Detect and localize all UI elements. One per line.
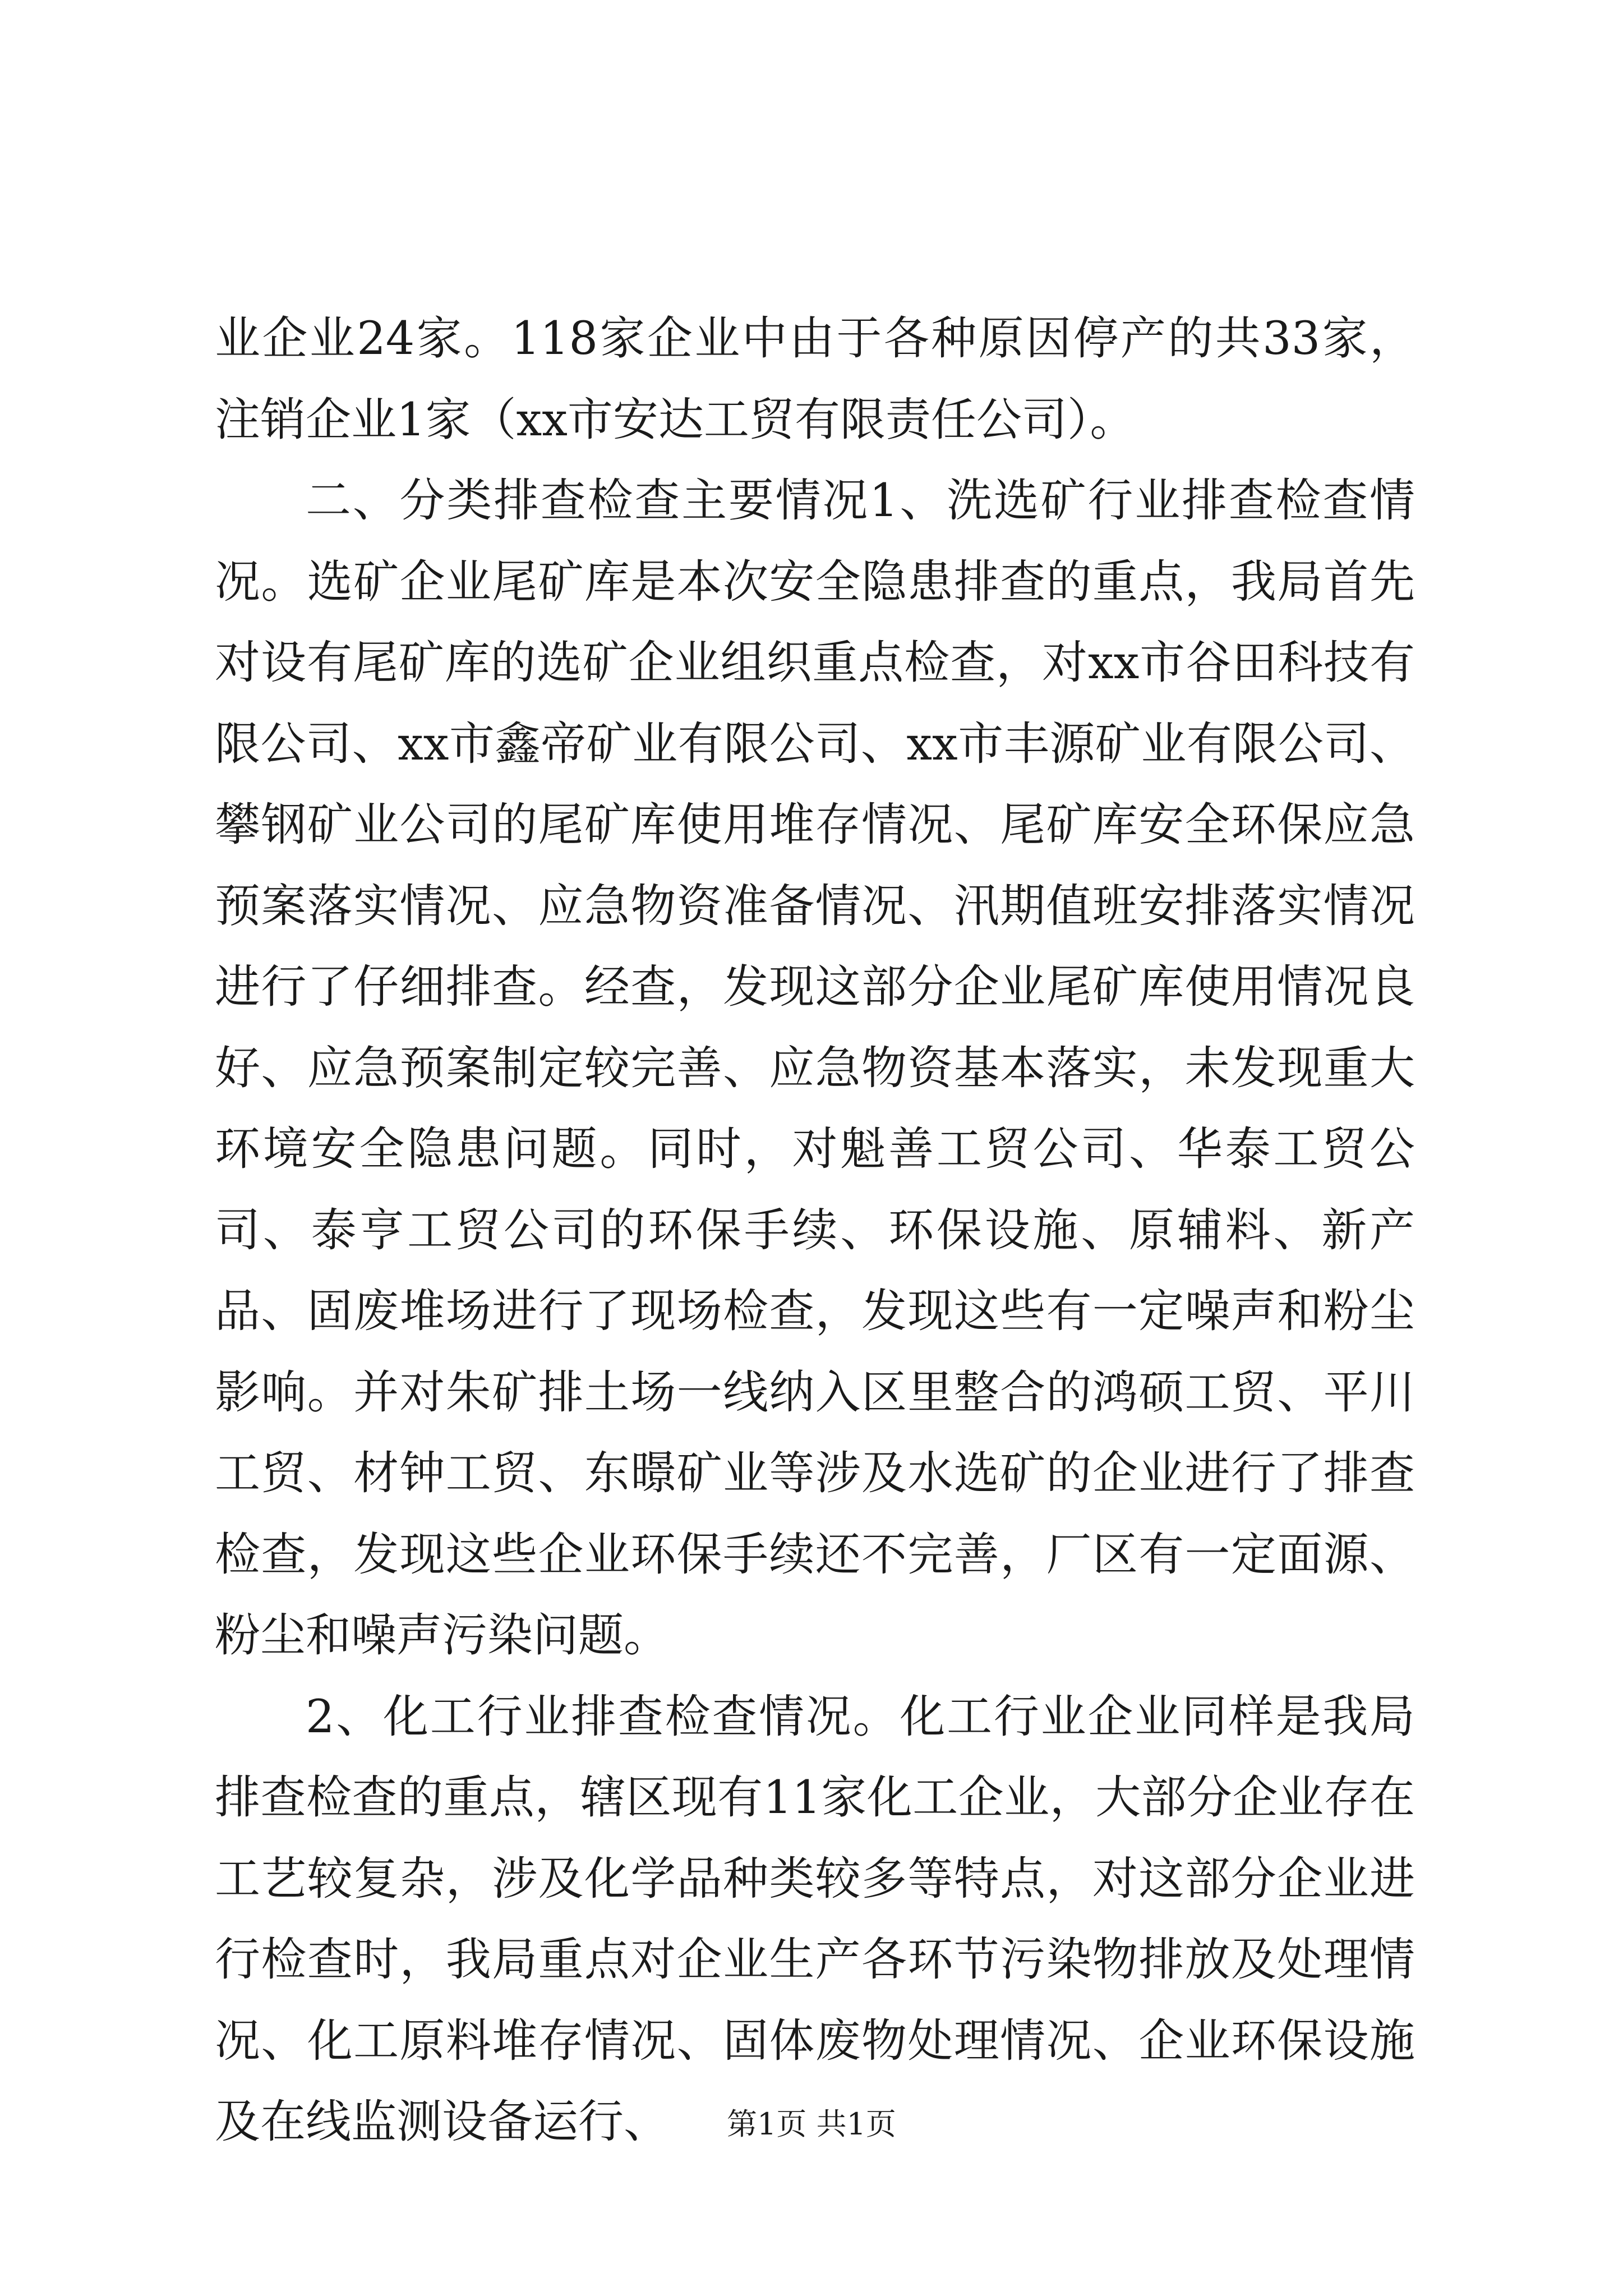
page-footer: 第1页 共1页 — [727, 2106, 896, 2142]
paragraph-chemical-industry: 2、化工行业排查检查情况。化工行业企业同样是我局排查检查的重点，辖区现有11家化工企业，大部分企业存在工艺较复杂，涉及化学品种类较多等特点，对这部分企业进行检查时，我局重点对企业生产各环节污染物排放及处理情况、化工原料堆存情况、固体废物处理情况、企业环保设施及在线监测设备运行、 — [215, 1690, 1415, 2148]
paragraph-section-two: 二、分类排查检查主要情况1、洗选矿行业排查检查情况。选矿企业尾矿库是本次安全隐患排查的重点，我局首先对设有尾矿库的选矿企业组织重点检查，对xx市谷田科技有限公司、xx市鑫帝矿业有限公司、xx市丰源矿业有限公司、攀钢矿业公司的尾矿库使用堆存情况、尾矿库安全环保应急预案落实情况、应急物资准备情况、汛期值班安排落实情况进行了仔细排查。经查，发现这部分企业尾矿库使用情况良好、应急预案制定较完善、应急物资基本落实，未发现重大环境安全隐患问题。同时，对魁善工贸公司、华泰工贸公司、泰亨工贸公司的环保手续、环保设施、原辅料、新产品、固废堆场进行了现场检查，发现这些有一定噪声和粉尘影响。并对朱矿排土场一线纳入区里整合的鸿硕工贸、平川工贸、材钟工贸、东暻矿业等涉及水选矿的企业进行了排查检查，发现这些企业环保手续还不完善，厂区有一定面源、粉尘和噪声污染问题。 — [215, 475, 1415, 1662]
document-body — [215, 298, 1415, 2163]
paragraph-continuation: 业企业24家。118家企业中由于各种原因停产的共33家，注销企业1家（xx市安达工贸有限责任公司）。 — [215, 312, 1415, 447]
